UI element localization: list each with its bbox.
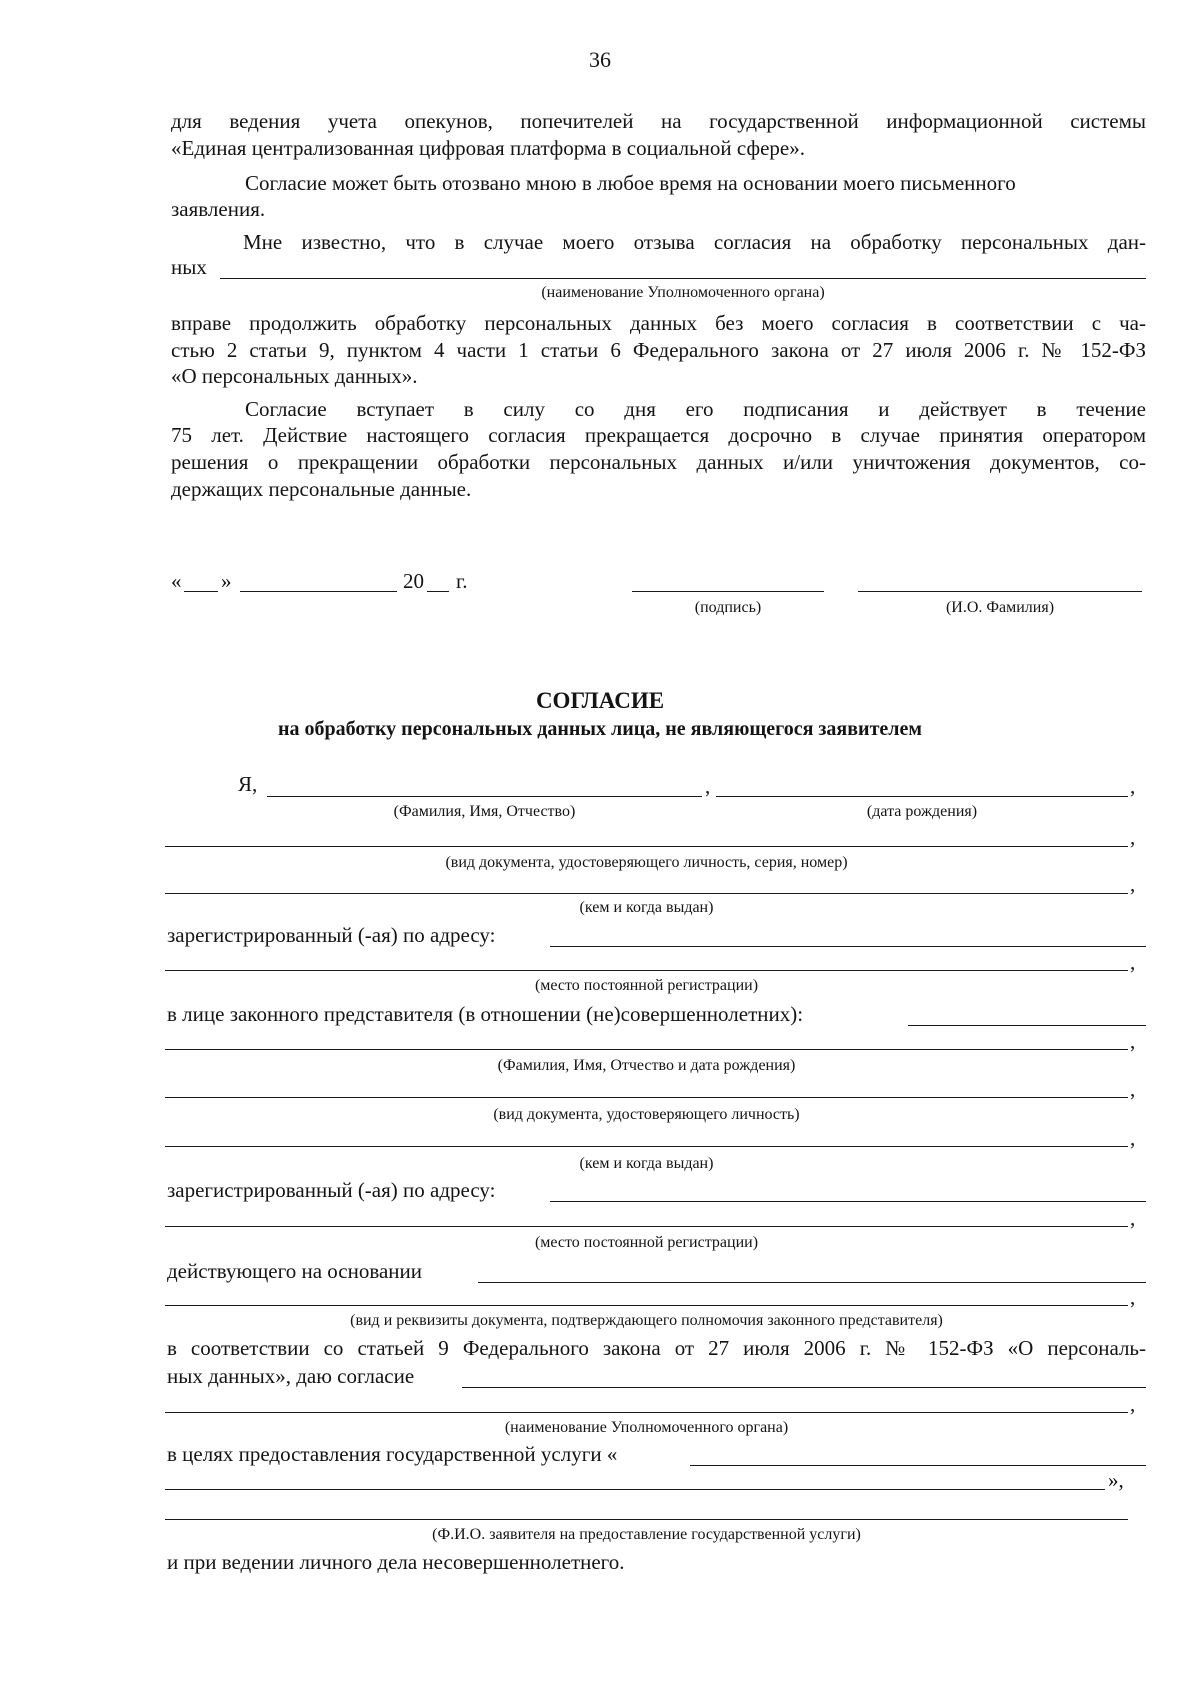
birthdate-line[interactable] xyxy=(716,796,1128,797)
document-line[interactable] xyxy=(165,846,1128,847)
comma: , xyxy=(1130,1077,1136,1101)
intro-line-1: для ведения учета опекунов, попечителей на государственной информационной системы xyxy=(171,109,1146,133)
law-line-1: в соответствии со статьей 9 Федерального закона от 27 июля 2006 г. № 152-ФЗ «О персональ- xyxy=(167,1336,1146,1360)
ya-label: Я, xyxy=(238,772,258,796)
caption-applicant: (Ф.И.О. заявителя на предоставление государственной услуги) xyxy=(432,1526,861,1543)
date-open-quote: « xyxy=(171,569,182,593)
representative-label: в лице законного представителя (в отношении (не)совершеннолетних): xyxy=(167,1002,804,1026)
page-number: 36 xyxy=(589,47,611,72)
caption-authority: (наименование Уполномоченного органа) xyxy=(541,284,825,301)
date-day-line[interactable] xyxy=(184,591,218,592)
comma: , xyxy=(1130,825,1136,849)
revocation-line-2: заявления. xyxy=(171,197,266,221)
applicant-line[interactable] xyxy=(165,1519,1128,1520)
caption-representative-document: (вид документа, удостоверяющего личность) xyxy=(493,1106,800,1123)
address-line-1[interactable] xyxy=(550,946,1146,947)
service-line-2[interactable] xyxy=(165,1489,1105,1490)
issued-line[interactable] xyxy=(165,893,1128,894)
caption-registration-2: (место постоянной регистрации) xyxy=(534,1234,759,1251)
representative-document-line[interactable] xyxy=(165,1097,1128,1098)
notice-line-4: стью 2 статьи 9, пунктом 4 части 1 статьи 6 Федерального закона от 27 июля 2006 г. № 152-ФЗ xyxy=(171,338,1146,362)
caption-representative-fio: (Фамилия, Имя, Отчество и дата рождения) xyxy=(497,1057,796,1074)
comma: , xyxy=(1130,872,1136,896)
representative-line-2[interactable] xyxy=(165,1049,1128,1050)
validity-line-4: держащих персональные данные. xyxy=(171,477,472,501)
date-year-line[interactable] xyxy=(427,591,449,592)
caption-basis: (вид и реквизиты документа, подтверждающего полномочия законного представителя) xyxy=(350,1312,943,1329)
notice-line-3: вправе продолжить обработку персональных данных без моего согласия в соответствии с ча- xyxy=(171,311,1146,335)
address-line-2[interactable] xyxy=(165,970,1128,971)
caption-authority-2: (наименование Уполномоченного органа) xyxy=(504,1419,789,1436)
intro-line-2: «Единая централизованная цифровая платформа в социальной сфере». xyxy=(171,136,805,160)
comma: , xyxy=(1130,1392,1136,1416)
signature-line[interactable] xyxy=(632,591,824,592)
purpose-end: », xyxy=(1108,1468,1124,1492)
law-line-2: ных данных», даю согласие xyxy=(167,1364,415,1388)
date-month-line[interactable] xyxy=(240,591,397,592)
caption-signature: (подпись) xyxy=(694,599,762,616)
comma: , xyxy=(705,774,711,798)
caption-registration: (место постоянной регистрации) xyxy=(534,977,759,994)
caption-issued: (кем и когда выдан) xyxy=(579,899,714,916)
caption-document: (вид документа, удостоверяющего личность, серия, номер) xyxy=(445,854,848,871)
caption-representative-issued: (кем и когда выдан) xyxy=(579,1155,714,1172)
representative-line-1[interactable] xyxy=(908,1025,1146,1026)
comma: , xyxy=(1130,950,1136,974)
final-line: и при ведении личного дела несовершеннолетнего. xyxy=(167,1550,625,1574)
representative-address-line-2[interactable] xyxy=(165,1226,1128,1227)
service-line-1[interactable] xyxy=(690,1465,1146,1466)
comma: , xyxy=(1130,1285,1136,1309)
basis-label: действующего на основании xyxy=(167,1259,423,1283)
caption-fio: (Фамилия, Имя, Отчество) xyxy=(393,803,576,820)
caption-birthdate: (дата рождения) xyxy=(866,803,978,820)
purpose-label: в целях предоставления государственной услуги « xyxy=(167,1442,618,1466)
basis-line-2[interactable] xyxy=(165,1305,1128,1306)
comma: , xyxy=(1130,1029,1136,1053)
validity-line-3: решения о прекращении обработки персональных данных и/или уничтожения документов, со- xyxy=(171,450,1146,474)
authority-line-2[interactable] xyxy=(165,1412,1128,1413)
comma: , xyxy=(1130,1126,1136,1150)
authority-fill-line xyxy=(220,278,1146,279)
authority-line-1[interactable] xyxy=(462,1387,1146,1388)
date-close-quote: » xyxy=(221,569,232,593)
comma: , xyxy=(1130,774,1136,798)
date-year-suffix: г. xyxy=(456,569,468,593)
fio-line[interactable] xyxy=(267,796,702,797)
notice-line-1: Мне известно, что в случае моего отзыва согласия на обработку персональных дан- xyxy=(243,230,1146,254)
representative-issued-line[interactable] xyxy=(165,1146,1128,1147)
notice-line-5: «О персональных данных». xyxy=(171,364,418,388)
consent-title: СОГЛАСИЕ xyxy=(535,688,665,713)
basis-line-1[interactable] xyxy=(478,1282,1146,1283)
notice-line-2: ных xyxy=(171,255,207,279)
date-year-prefix: 20 xyxy=(403,569,424,593)
validity-line-1: Согласие вступает в силу со дня его подписания и действует в течение xyxy=(245,397,1146,421)
caption-name: (И.О. Фамилия) xyxy=(945,599,1055,616)
representative-address-line-1[interactable] xyxy=(550,1201,1146,1202)
revocation-line-1: Согласие может быть отозвано мною в любое время на основании моего письменного xyxy=(245,171,1016,195)
name-line[interactable] xyxy=(858,591,1142,592)
comma: , xyxy=(1130,1206,1136,1230)
registered-label: зарегистрированный (-ая) по адресу: xyxy=(167,923,496,947)
registered-label-2: зарегистрированный (-ая) по адресу: xyxy=(167,1178,496,1202)
validity-line-2: 75 лет. Действие настоящего согласия прекращается досрочно в случае принятия оператором xyxy=(171,423,1146,447)
consent-subtitle: на обработку персональных данных лица, не являющегося заявителем xyxy=(278,718,922,740)
